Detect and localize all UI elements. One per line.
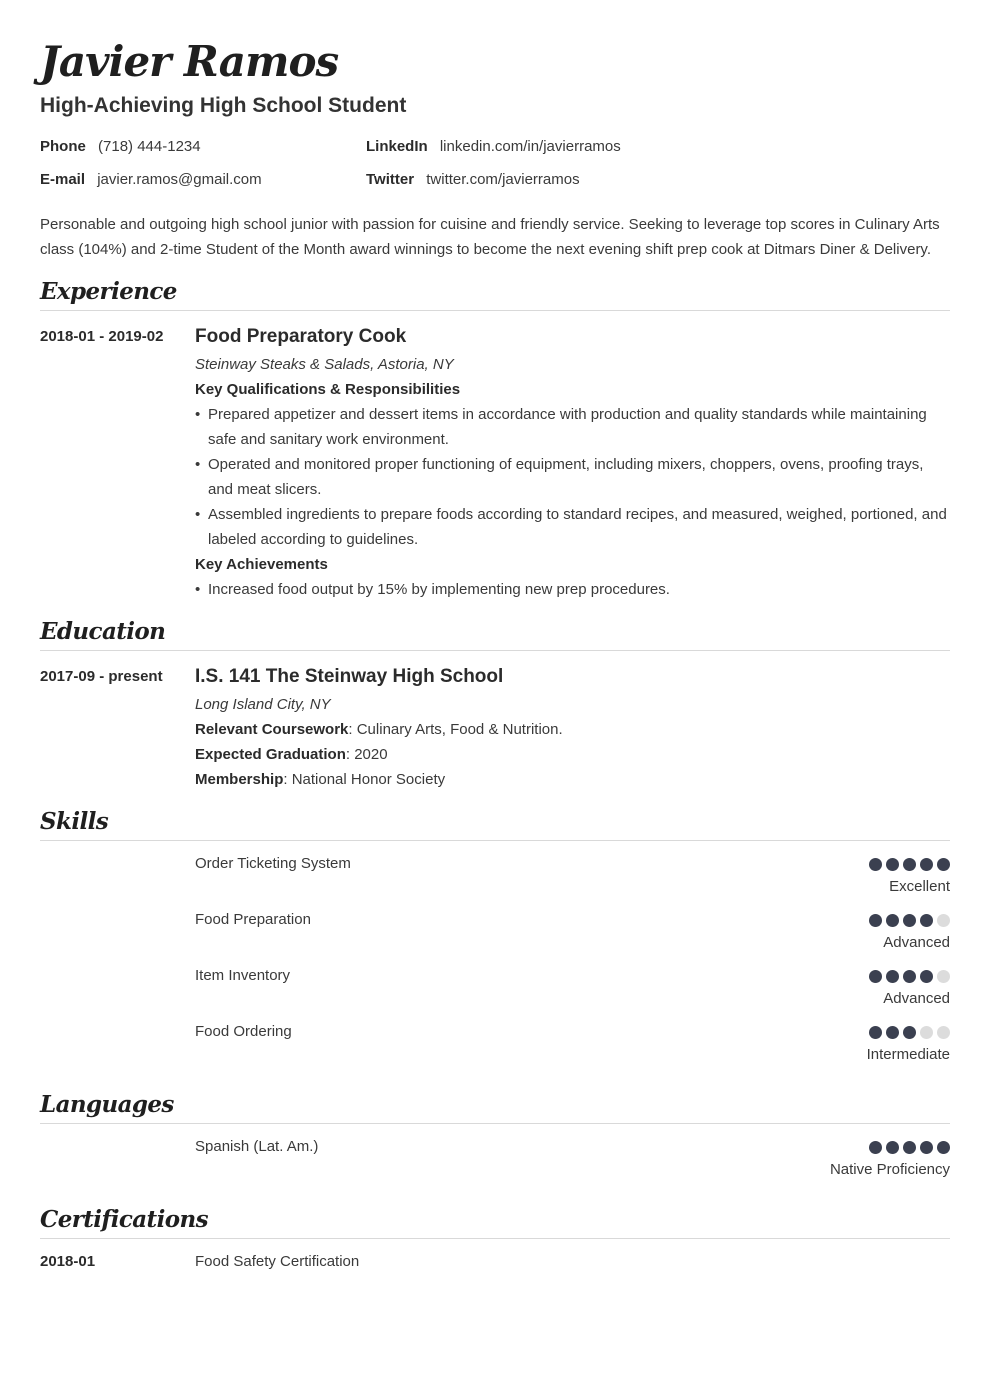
- skill-row: [40, 1019, 950, 1075]
- rating-dots: [830, 1141, 950, 1155]
- profile-summary: Personable and outgoing high school junior with passion for cuisine and friendly service. Seeking to leverage top scores in Culinary Arts class (104%) and 2-time Student of the Month award winnings to become the next evening shift prep cook at Ditmars Diner & Delivery.: [40, 216, 940, 258]
- resume-page: [40, 0, 950, 1273]
- rating-dot-filled: [903, 858, 916, 871]
- skill-level: [869, 907, 950, 963]
- certification-name: Food Safety Certification: [195, 1253, 360, 1270]
- skill-level: [869, 851, 950, 907]
- section-heading-education: Education: [40, 618, 950, 651]
- job-title: Food Preparatory Cook: [195, 326, 407, 347]
- languages-list: [40, 1134, 950, 1190]
- skill-level: [869, 963, 950, 1019]
- entry-dates: 2018-01 - 2019-02: [40, 328, 164, 345]
- language-name: Spanish (Lat. Am.): [195, 1138, 319, 1155]
- entry-dates: 2017-09 - present: [40, 668, 163, 685]
- rating-dot-filled: [937, 1141, 950, 1154]
- email-link[interactable]: javier.ramos@gmail.com: [97, 171, 262, 188]
- contact-email: [40, 170, 366, 190]
- rating-dot-filled: [903, 970, 916, 983]
- skill-name: Food Ordering: [195, 1023, 292, 1040]
- rating-dot-filled: [869, 1141, 882, 1154]
- detail-value: : Culinary Arts, Food & Nutrition.: [348, 721, 563, 738]
- contact-info: [40, 137, 950, 190]
- contact-phone: [40, 137, 366, 157]
- section-heading-certifications: Certifications: [40, 1206, 950, 1239]
- rating-dot-filled: [886, 1026, 899, 1039]
- candidate-headline: High-Achieving High School Student: [40, 94, 407, 117]
- rating-dot-filled: [920, 914, 933, 927]
- achievements-heading: Key Achievements: [195, 556, 328, 573]
- rating-dot-filled: [869, 970, 882, 983]
- education-entry: [40, 664, 950, 792]
- list-item: • Prepared appetizer and dessert items in accordance with production and quality standards while maintaining safe and sanitary work environment.: [195, 402, 950, 452]
- rating-dot-filled: [903, 914, 916, 927]
- rating-dot-filled: [886, 1141, 899, 1154]
- contact-label: Phone: [40, 138, 86, 155]
- level-label: Advanced: [883, 990, 950, 1007]
- contact-twitter: [366, 170, 950, 190]
- responsibilities-list: [195, 402, 950, 552]
- rating-dot-filled: [903, 1026, 916, 1039]
- skill-row: [40, 851, 950, 907]
- rating-dots: [869, 858, 950, 872]
- skill-name: Order Ticketing System: [195, 855, 351, 872]
- rating-dot-filled: [886, 914, 899, 927]
- company-location: Steinway Steaks & Salads, Astoria, NY: [195, 356, 454, 373]
- skill-row: [40, 907, 950, 963]
- level-label: Excellent: [889, 878, 950, 895]
- detail-label: Membership: [195, 771, 284, 788]
- language-level: [830, 1134, 950, 1190]
- rating-dot-filled: [886, 858, 899, 871]
- rating-dot-filled: [869, 1026, 882, 1039]
- level-label: Native Proficiency: [829, 1161, 950, 1178]
- level-label: Intermediate: [866, 1046, 950, 1063]
- contact-label: LinkedIn: [366, 138, 428, 155]
- contact-label: E-mail: [40, 171, 86, 188]
- list-item: • Operated and monitored proper functioning of equipment, including mixers, choppers, ovens, proofing trays, and meat slicers.: [195, 452, 950, 502]
- rating-dot-filled: [869, 914, 882, 927]
- rating-dot-filled: [920, 970, 933, 983]
- skill-name: Item Inventory: [195, 967, 291, 984]
- education-detail: [195, 767, 950, 792]
- entry-body: [195, 324, 950, 602]
- linkedin-link[interactable]: linkedin.com/in/javierramos: [439, 138, 621, 155]
- rating-dots: [869, 914, 950, 928]
- skill-row: [40, 963, 950, 1019]
- rating-dot-filled: [937, 858, 950, 871]
- school-location: Long Island City, NY: [195, 696, 331, 713]
- education-detail: [195, 742, 950, 767]
- phone-value: (718) 444-1234: [98, 138, 201, 155]
- certification-row: [40, 1251, 950, 1273]
- candidate-name: Javier Ramos: [40, 37, 339, 86]
- rating-dot-filled: [920, 858, 933, 871]
- detail-label: Expected Graduation: [195, 746, 346, 763]
- school-name: I.S. 141 The Steinway High School: [195, 666, 504, 687]
- rating-dot-filled: [869, 858, 882, 871]
- rating-dot-empty: [920, 1026, 933, 1039]
- section-heading-languages: Languages: [40, 1091, 950, 1124]
- level-label: Advanced: [883, 934, 950, 951]
- rating-dot-empty: [937, 1026, 950, 1039]
- achievements-list: [195, 577, 950, 602]
- experience-entry: [40, 324, 950, 602]
- rating-dots: [869, 970, 950, 984]
- detail-value: : 2020: [345, 746, 388, 763]
- rating-dot-filled: [886, 970, 899, 983]
- rating-dot-empty: [937, 914, 950, 927]
- rating-dot-filled: [903, 1141, 916, 1154]
- rating-dot-empty: [937, 970, 950, 983]
- rating-dots: [867, 1026, 950, 1040]
- list-item: • Increased food output by 15% by implementing new prep procedures.: [195, 577, 950, 602]
- twitter-link[interactable]: twitter.com/javierramos: [426, 171, 580, 188]
- list-item: • Assembled ingredients to prepare foods according to standard recipes, and measured, weighed, portioned, and labeled according to guidelines.: [195, 502, 950, 552]
- education-detail: [195, 717, 950, 742]
- skill-level: [867, 1019, 950, 1075]
- detail-label: Relevant Coursework: [195, 721, 349, 738]
- responsibilities-heading: Key Qualifications & Responsibilities: [195, 381, 461, 398]
- entry-body: [195, 664, 950, 792]
- language-row: [40, 1134, 950, 1190]
- section-heading-experience: Experience: [40, 278, 950, 311]
- skill-name: Food Preparation: [195, 911, 311, 928]
- contact-linkedin: [366, 137, 950, 157]
- section-heading-skills: Skills: [40, 808, 950, 841]
- contact-label: Twitter: [366, 171, 415, 188]
- certification-date: 2018-01: [40, 1253, 96, 1270]
- rating-dot-filled: [920, 1141, 933, 1154]
- detail-value: : National Honor Society: [283, 771, 446, 788]
- skills-list: [40, 851, 950, 1075]
